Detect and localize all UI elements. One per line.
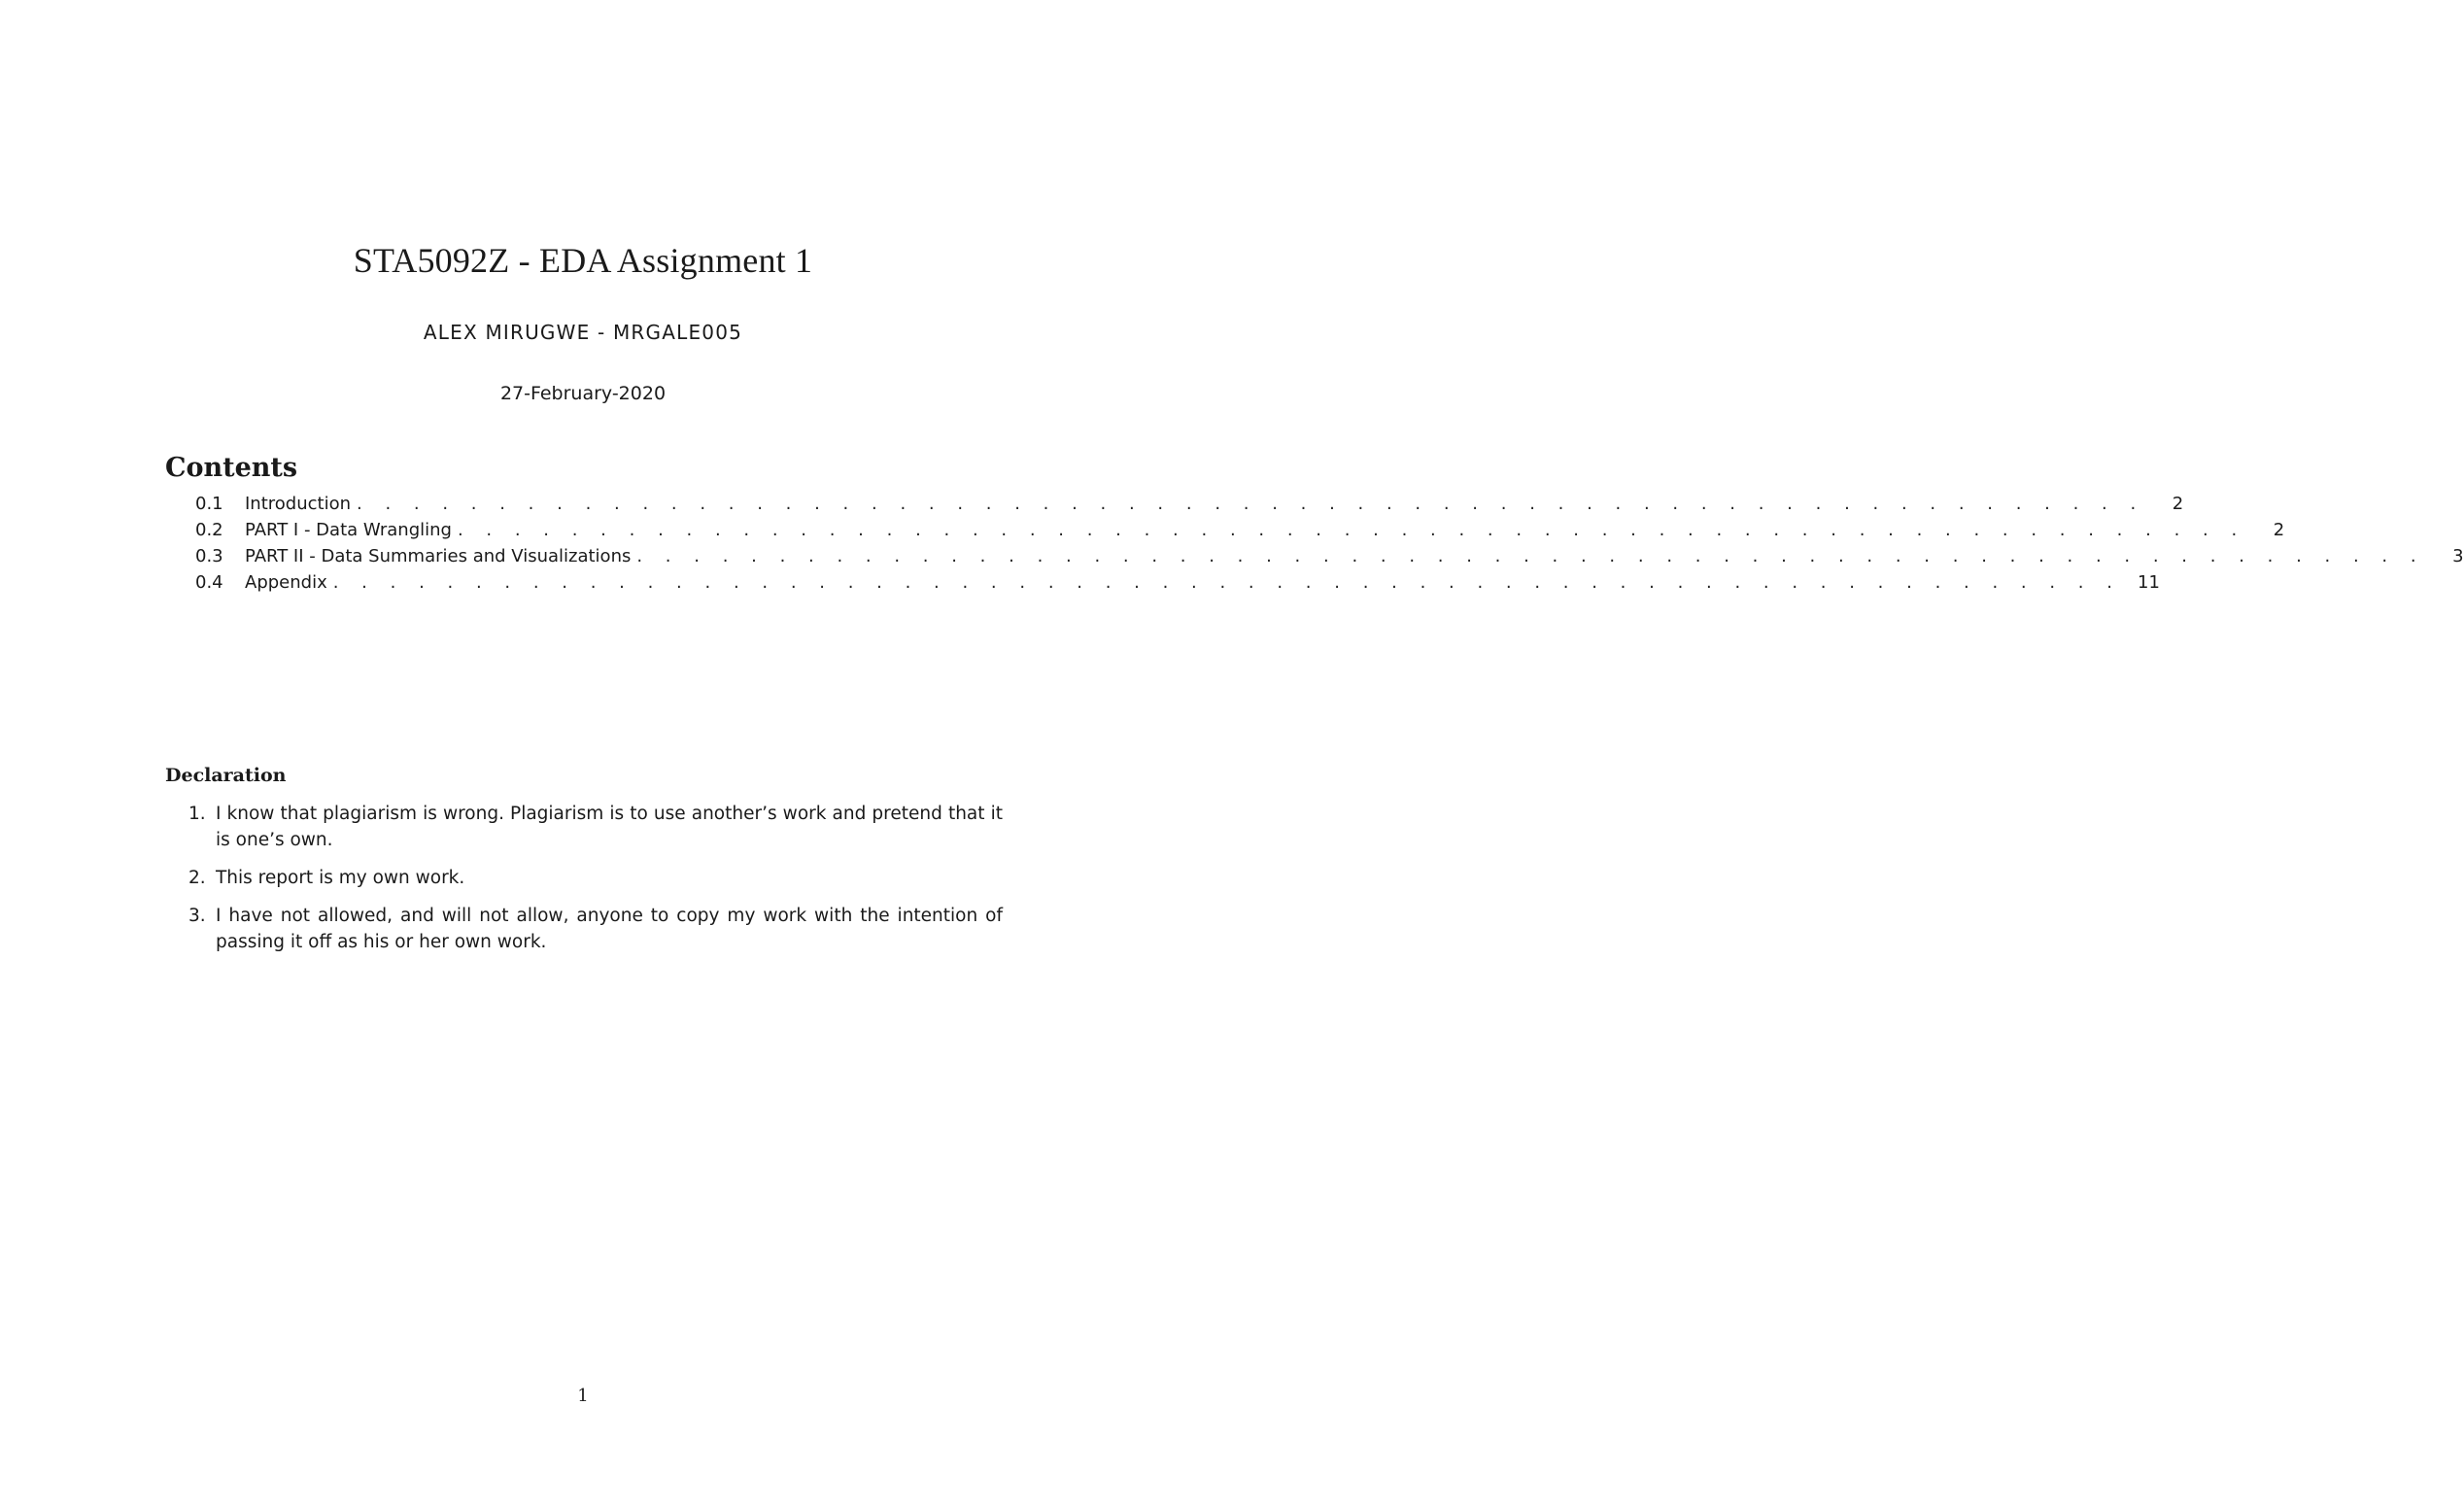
toc-leader-dots: . . . . . . . . . . . . . . . . . . . . . . . . . . . . . . . . . . . . . . . . . . . . . . . . . . . . . . . . . . . . . . . — [357, 494, 2145, 514]
declaration-item-text: I have not allowed, and will not allow, anyone to copy my work with the intention of passing it off as his or her own work. — [216, 906, 1003, 952]
toc-entry-page: 3 — [2452, 546, 2464, 566]
toc-entry-data-summaries[interactable] — [195, 543, 2464, 569]
toc-leader-dots: . . . . . . . . . . . . . . . . . . . . . . . . . . . . . . . . . . . . . . . . . . . . . . . . . . . . . . . . . . . . . . . — [636, 546, 2425, 566]
toc-entry-title[interactable]: Appendix — [245, 572, 327, 593]
toc-entry-title[interactable]: PART I - Data Wrangling — [245, 520, 452, 540]
declaration-item-text: I know that plagiarism is wrong. Plagiarism is to use another’s work and pretend that it is one’s own. — [216, 804, 1003, 850]
toc-entry-page: 2 — [2172, 494, 2184, 514]
toc-entry-number: 0.4 — [195, 572, 223, 593]
toc-leader-dots: . . . . . . . . . . . . . . . . . . . . . . . . . . . . . . . . . . . . . . . . . . . . . . . . . . . . . . . . . . . . . . . — [457, 520, 2246, 540]
toc-entry-appendix[interactable] — [195, 569, 2160, 596]
declaration-heading: Declaration — [165, 765, 287, 786]
toc-entry-page: 2 — [2273, 520, 2285, 540]
toc-entry-title[interactable]: PART II - Data Summaries and Visualizations — [245, 546, 632, 566]
declaration-item — [165, 865, 1003, 891]
declaration-list — [165, 801, 1003, 967]
declaration-item — [165, 801, 1003, 853]
toc-entry-number: 0.1 — [195, 494, 223, 514]
declaration-item-number: 3. — [188, 906, 206, 926]
toc-entry-data-wrangling[interactable] — [195, 517, 2285, 543]
declaration-item-number: 2. — [188, 868, 206, 888]
document-date: 27-February-2020 — [499, 383, 667, 404]
toc-entry-number: 0.3 — [195, 546, 223, 566]
table-of-contents — [195, 491, 2464, 596]
author-line: ALEX MIRUGWE - MRGALE005 — [423, 321, 743, 344]
page-number: 1 — [577, 1386, 589, 1406]
declaration-item-text: This report is my own work. — [216, 868, 465, 888]
toc-entry-page: 11 — [2138, 572, 2160, 593]
declaration-item-number: 1. — [188, 804, 206, 824]
toc-leader-dots: . . . . . . . . . . . . . . . . . . . . . . . . . . . . . . . . . . . . . . . . . . . . . . . . . . . . . . . . . . . . . . . — [332, 572, 2121, 593]
contents-heading: Contents — [165, 453, 298, 483]
toc-entry-number: 0.2 — [195, 520, 223, 540]
document-title: STA5092Z - EDA Assignment 1 — [353, 241, 813, 280]
declaration-item — [165, 903, 1003, 955]
toc-entry-introduction[interactable] — [195, 491, 2184, 517]
toc-entry-title[interactable]: Introduction — [245, 494, 352, 514]
